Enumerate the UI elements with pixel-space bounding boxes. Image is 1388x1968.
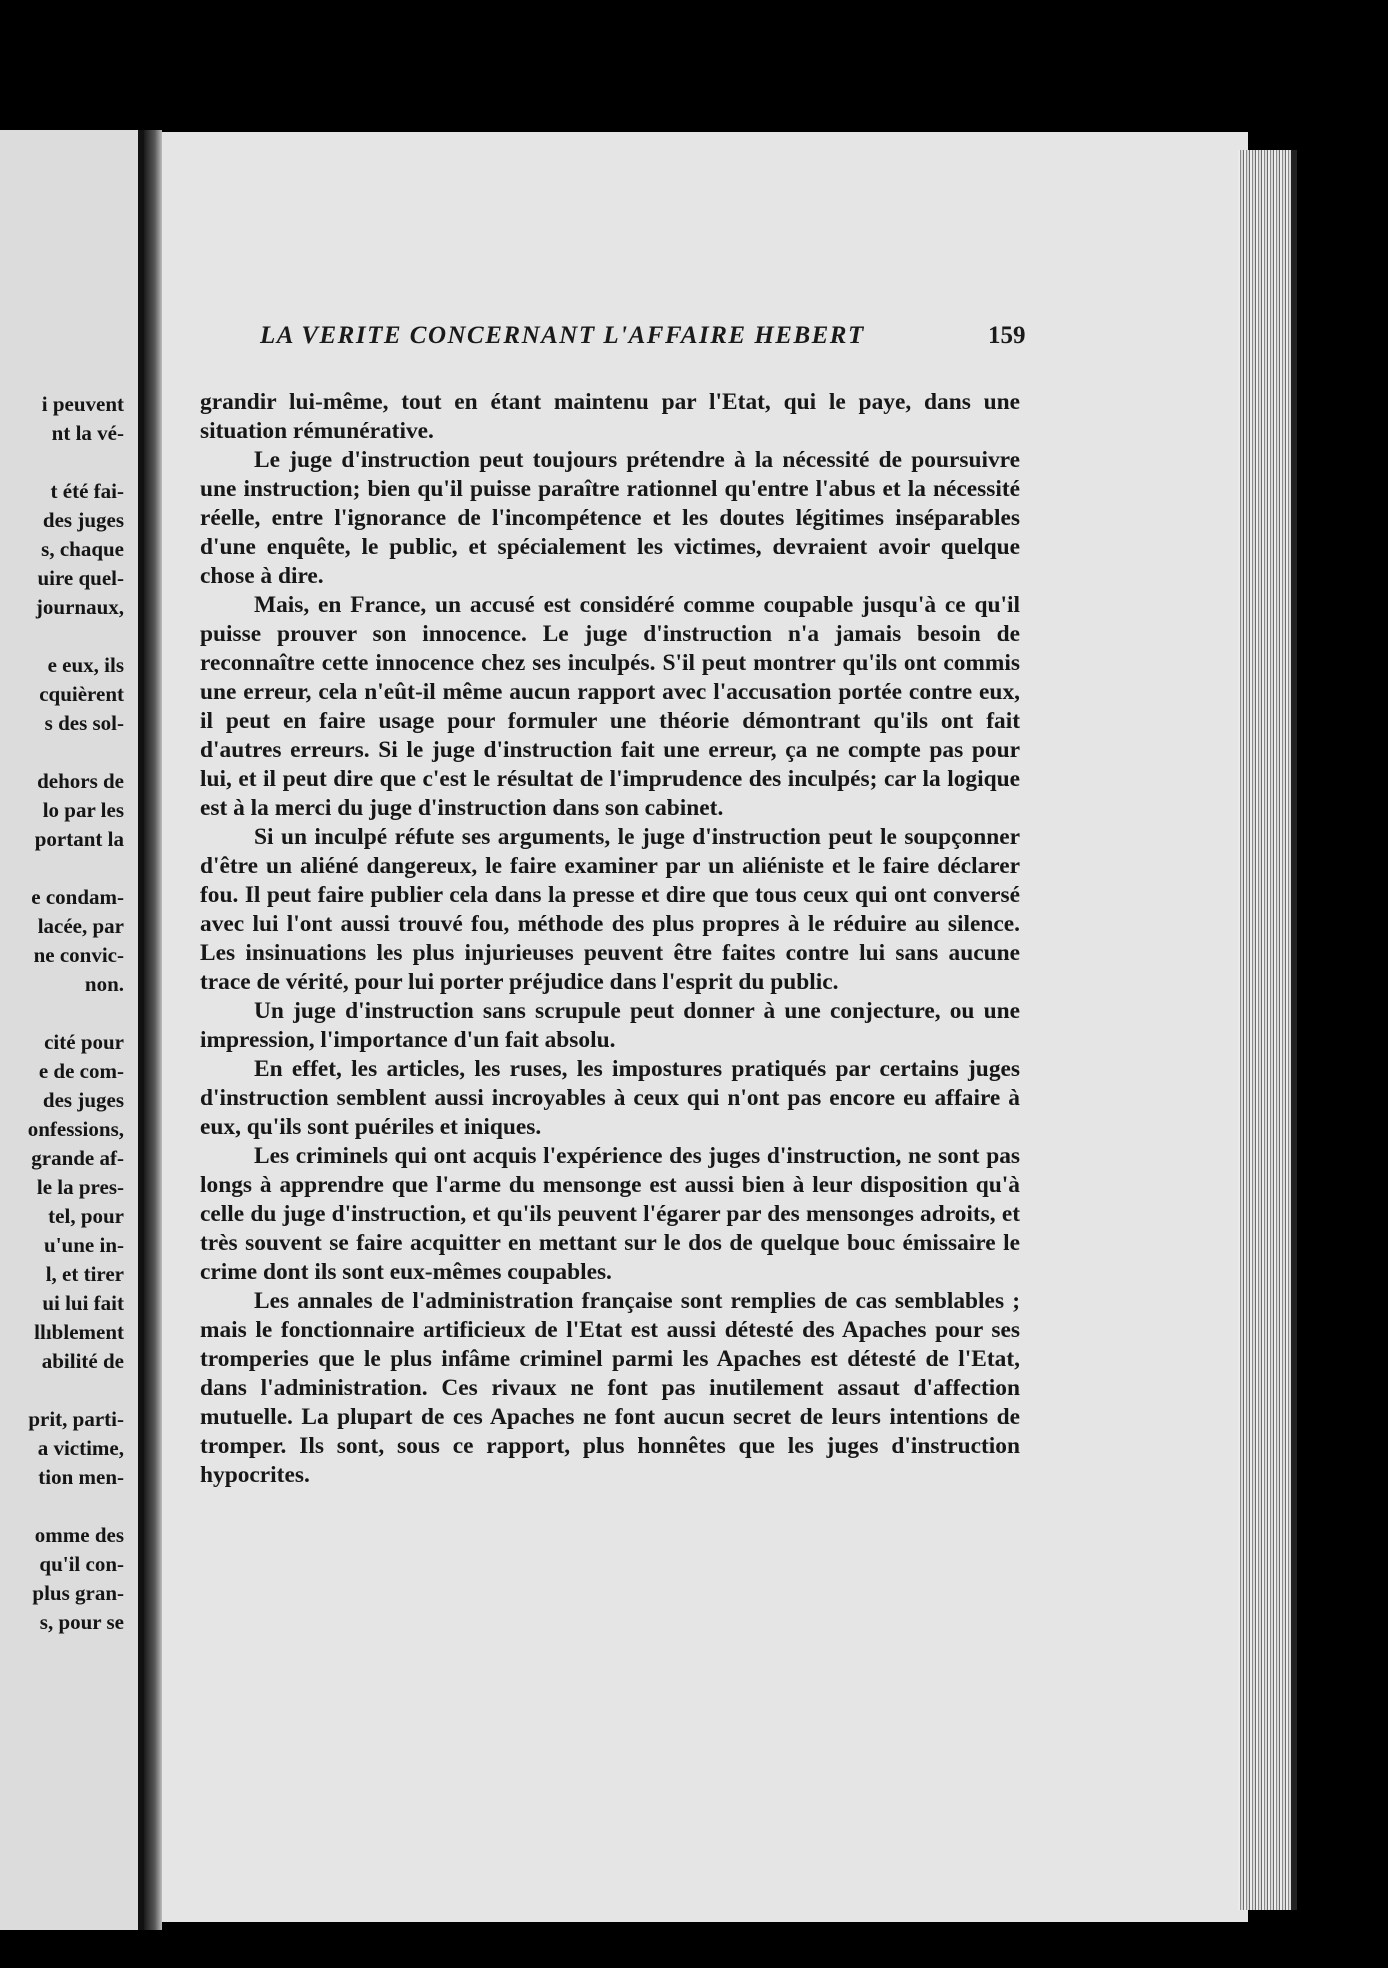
left-page-line: des juges: [42, 1088, 124, 1112]
left-page-line: ui lui fait: [42, 1291, 124, 1315]
left-page-line: s des sol-: [44, 711, 124, 735]
paragraph: grandir lui-même, tout en étant maintenu par l'Etat, qui le paye, dans une situation rémunérative.: [200, 389, 1020, 444]
left-page-line: cité pour: [44, 1030, 124, 1054]
left-page-line: l, et tirer: [45, 1262, 124, 1286]
left-page-line: e de com-: [38, 1059, 124, 1083]
paragraph: Le juge d'instruction peut toujours prétendre à la nécessité de poursuivre une instruction; bien qu'il puisse paraître rationnel qu'entre l'abus et la nécessité réelle, entre l'ignorance de l'incompétence et les doutes légitimes inséparables d'une enquête, le public, et spécialement les victimes, devraient avoir quelque chose à dire.: [200, 447, 1020, 589]
left-page-line: non.: [84, 972, 124, 996]
left-page-line: tion men-: [38, 1465, 124, 1489]
left-page-line: i peuvent: [41, 392, 124, 416]
left-page-line: u'une in-: [44, 1233, 124, 1257]
left-page-line: llıblement: [34, 1320, 124, 1344]
left-page-line: plus gran-: [32, 1581, 124, 1605]
left-page-line: tel, pour: [48, 1204, 124, 1228]
paragraph: Si un inculpé réfute ses arguments, le juge d'instruction peut le soupçonner d'être un aliéné dangereux, le faire examiner par un aliéniste et le faire déclarer fou. Il peut faire publier cela dans la presse et dire que tous ceux qui ont conversé avec lui l'ont aussi trouvé fou, méthode des plus propres à le réduire au silence. Les insinuations les plus injurieuses peuvent être faites contre lui sans aucune trace de vérité, pour lui porter préjudice dans l'esprit du public.: [200, 824, 1020, 995]
left-page: [0, 130, 144, 1930]
left-page-line: cquièrent: [39, 682, 124, 706]
left-page-line: le la pres-: [36, 1175, 124, 1199]
paragraph: Mais, en France, un accusé est considéré comme coupable jusqu'à ce qu'il puisse prouver son innocence. Le juge d'instruction n'a jamais besoin de reconnaître cette innocence chez ses inculpés. S'il peut montrer qu'ils ont commis une erreur, cela n'eût-il même aucun rapport avec l'accusation portée contre eux, il peut en faire usage pour formuler une théorie démontrant qu'ils ont fait d'autres erreurs. Si le juge d'instruction fait une erreur, ça ne compte pas pour lui, et il peut dire que c'est le résultat de l'imprudence des inculpés; car la logique est à la merci du juge d'instruction dans son cabinet.: [200, 592, 1020, 821]
left-page-line: s, pour se: [39, 1610, 124, 1634]
left-page-line: prit, parti-: [28, 1407, 124, 1431]
left-page-line: onfessions,: [27, 1117, 124, 1141]
paragraph: En effet, les articles, les ruses, les impostures pratiqués par certains juges d'instruction semblent aussi incroyables à ceux qui n'ont pas encore eu affaire à eux, qu'ils sont puériles et iniques.: [200, 1056, 1020, 1140]
page-edges: [1238, 150, 1293, 1910]
paragraph: Les annales de l'administration française sont remplies de cas semblables ; mais le fonctionnaire artificieux de l'Etat est aussi détesté des Apaches pour ses tromperies que le plus infâme criminel parmi les Apaches est détesté de l'Etat, dans l'administration. Ces rivaux ne font pas inutilement assaut d'affection mutuelle. La plupart de ces Apaches ne font aucun secret de leurs intentions de tromper. Ils sont, sous ce rapport, plus honnêtes que les juges d'instruction hypocrites.: [200, 1288, 1020, 1488]
body-text: [200, 388, 1020, 1490]
left-page-line: ne convic-: [33, 943, 124, 967]
left-page-line: abilité de: [41, 1349, 124, 1373]
left-page-line: a victime,: [37, 1436, 124, 1460]
left-page-line: omme des: [34, 1523, 124, 1547]
left-page-line: grande af-: [31, 1146, 124, 1170]
paragraph: Les criminels qui ont acquis l'expérience des juges d'instruction, ne sont pas longs à apprendre que l'arme du mensonge est aussi bien à leur disposition qu'à celle du juge d'instruction, et qu'ils peuvent l'égarer par des mensonges adroits, et très souvent se faire acquitter en mettant sur le dos de quelque bouc émissaire le crime dont ils sont eux-mêmes coupables.: [200, 1143, 1020, 1285]
running-header: LA VERITE CONCERNANT L'AFFAIRE HEBERT: [260, 322, 865, 349]
left-page-line: dehors de: [37, 769, 124, 793]
book-gutter: [144, 130, 162, 1930]
paragraph: Un juge d'instruction sans scrupule peut donner à une conjecture, ou une impression, l'importance d'un fait absolu.: [200, 998, 1020, 1053]
left-page-line: s, chaque: [41, 537, 124, 561]
left-page-line: t été fai-: [50, 479, 124, 503]
left-page-line: portant la: [34, 827, 124, 851]
left-page-line: qu'il con-: [39, 1552, 124, 1576]
left-page-line: uire quel-: [37, 566, 124, 590]
page-number: 159: [988, 322, 1026, 349]
left-page-line: e eux, ils: [47, 653, 124, 677]
left-page-line: lo par les: [42, 798, 124, 822]
left-page-line: nt la vé-: [51, 421, 124, 445]
left-page-line: e condam-: [31, 885, 124, 909]
left-page-line: des juges: [42, 508, 124, 532]
left-page-line: lacée, par: [37, 914, 124, 938]
left-page-line: journaux,: [35, 595, 124, 619]
